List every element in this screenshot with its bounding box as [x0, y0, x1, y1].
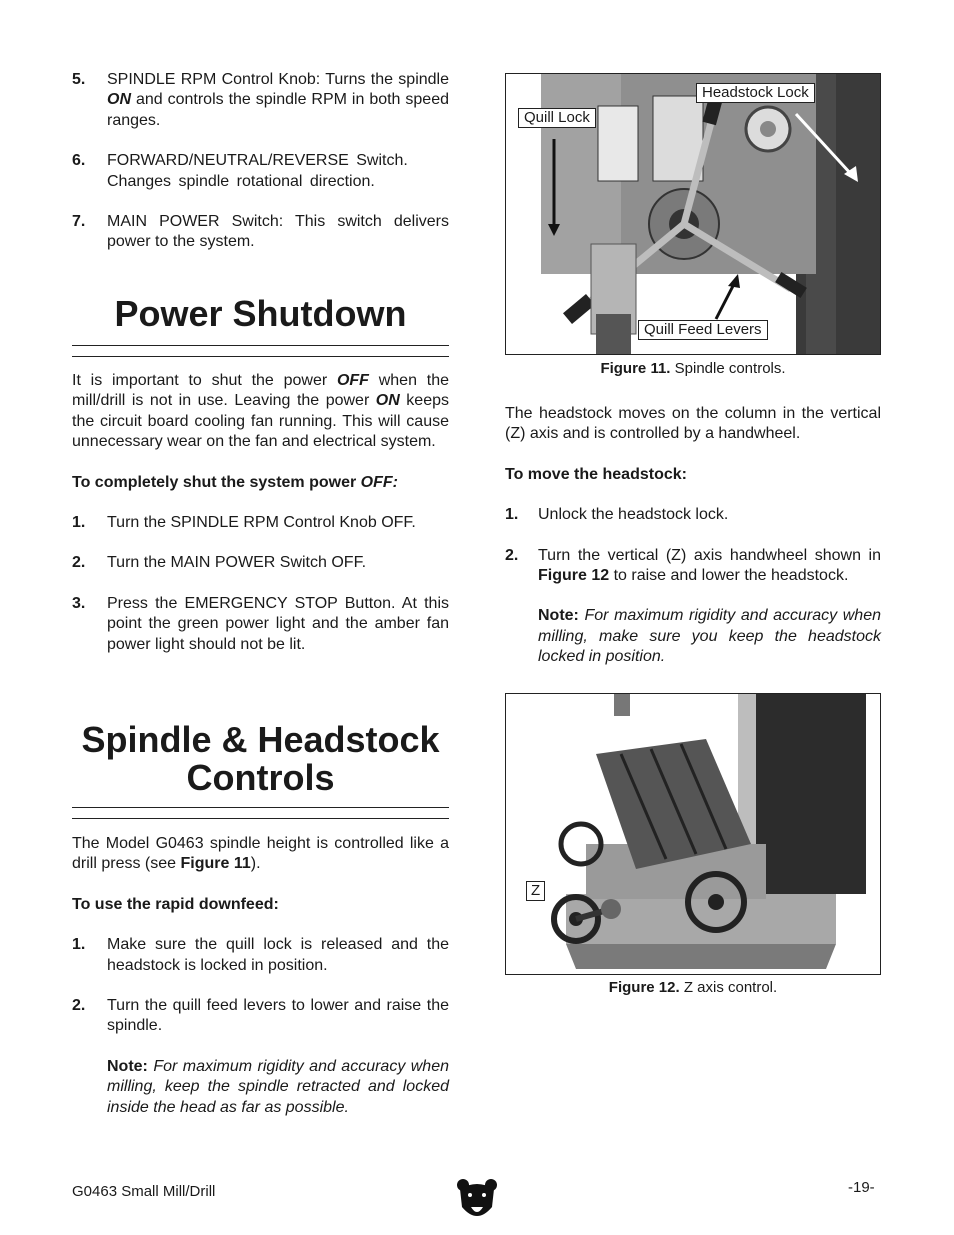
spindle-intro: The Model G0463 spindle height is controlled like a drill press (see Figure 11). [72, 835, 449, 873]
footer-title: G0463 Small Mill/Drill [72, 1183, 216, 1200]
note: Note: For maximum rigidity and accuracy when milling, make sure you keep the headstock locked in position. [538, 607, 882, 666]
top-list [72, 70, 449, 253]
list-item: 2. Turn the MAIN POWER Switch OFF. [72, 554, 367, 572]
page-title: Power Shutdown [114, 293, 407, 334]
list-item: 1. Unlock the headstock lock. [505, 506, 729, 524]
divider [72, 807, 449, 819]
headstock-para: The headstock moves on the column in the vertical (Z) axis and is controlled by a handwheel. [505, 405, 881, 443]
section-title: Spindle & Headstock Controls [81, 719, 440, 798]
z-axis-illustration [506, 694, 881, 975]
power-shutdown-section [72, 371, 449, 655]
callout-quill-feed-levers: Quill Feed Levers [638, 320, 768, 340]
power-shutdown-intro: It is important to shut the power OFF when the mill/drill is not in use. Leaving the power ON keeps the circuit board cooling fan running. This will cause unnecessary wear on the fan and electrical system. [72, 372, 450, 451]
list-item: 3. Press the EMERGENCY STOP Button. At this point the green power light and the amber fan power light should not be lit. [72, 594, 449, 653]
figure-11-caption: Figure 11. Spindle controls. [600, 360, 786, 377]
callout-quill-lock: Quill Lock [518, 108, 596, 128]
page-number: -19- [848, 1179, 875, 1196]
spindle-section [72, 834, 449, 1118]
divider [72, 345, 449, 357]
figure-11-photo [505, 73, 881, 355]
list-item: 6. FORWARD/NEUTRAL/REVERSE Switch. Changes spindle rotational direction. [72, 152, 408, 190]
list-item: 5. SPINDLE RPM Control Knob: Turns the spindle ON and controls the spindle RPM in both speed ranges. [72, 71, 449, 129]
power-shutdown-subhead: To completely shut the system power OFF: [72, 473, 398, 491]
list-item: 7. MAIN POWER Switch: This switch delivers power to the system. [72, 213, 449, 251]
figure-12-caption: Figure 12. Z axis control. [608, 979, 778, 996]
callout-z: Z [526, 881, 545, 901]
list-item: 1. Turn the SPINDLE RPM Control Knob OFF. [72, 514, 416, 532]
list-item: 2. Turn the quill feed levers to lower and raise the spindle. [72, 997, 449, 1035]
callout-headstock-lock: Headstock Lock [696, 83, 815, 103]
note: Note: For maximum rigidity and accuracy when milling, keep the spindle retracted and locked inside the head as far as possible. [107, 1057, 449, 1116]
bear-logo-icon [456, 1177, 498, 1223]
move-headstock-subhead: To move the headstock: [505, 465, 687, 483]
figure-12-photo [505, 693, 881, 975]
list-item: 1. Make sure the quill lock is released and the headstock is locked in position. [72, 936, 449, 974]
headstock-section [505, 404, 881, 668]
rapid-downfeed-subhead: To use the rapid downfeed: [72, 895, 279, 913]
list-item: 2. Turn the vertical (Z) axis handwheel shown in Figure 12 to raise and lower the headstock. [505, 546, 881, 585]
